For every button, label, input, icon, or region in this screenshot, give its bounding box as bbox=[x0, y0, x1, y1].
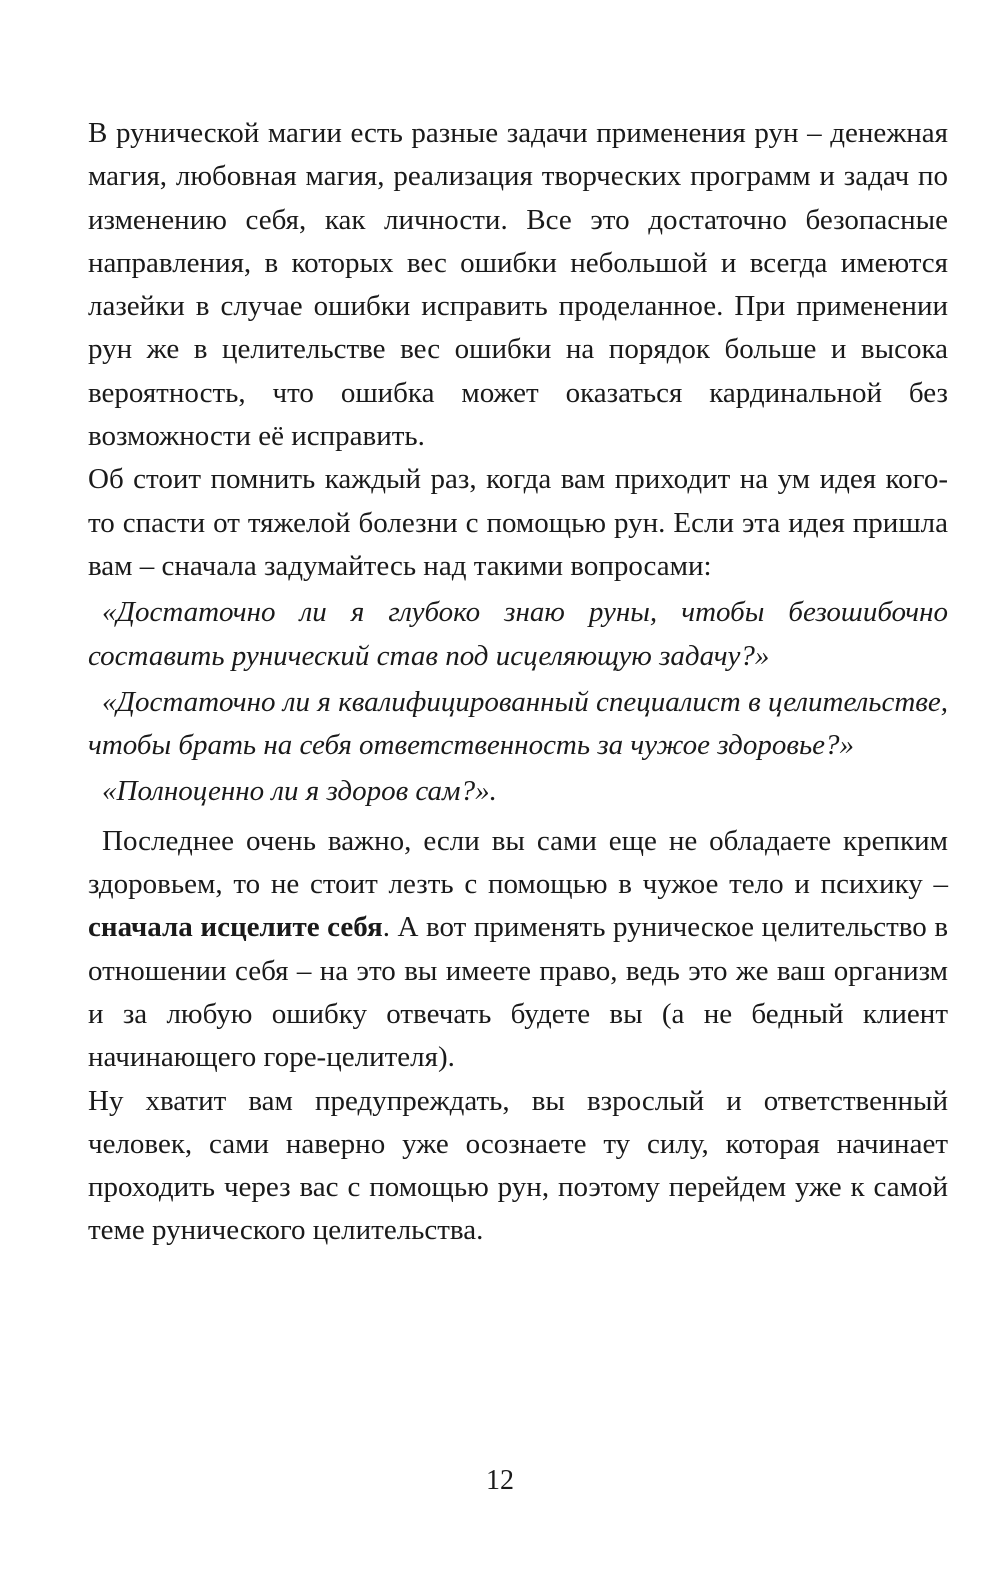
paragraph-heal-yourself bbox=[88, 820, 948, 1080]
quote-knowledge: «Достаточно ли я глубоко знаю руны, чтобы безошибочно составить рунический став под исцеляющую задачу?» bbox=[88, 596, 948, 672]
quote-own-health: «Полноценно ли я здоров сам?». bbox=[102, 775, 497, 808]
paragraph-heal-yourself-start: Последнее очень важно, если вы сами еще не обладаете крепким здоровьем, то не стоит лезть с помощью в чужое тело и психику – bbox=[88, 824, 948, 901]
paragraph-heal-yourself-end: . А вот применять руническое целительство в отношении себя – на это вы имеете право, ведь это же ваш организм и за любую ошибку отвечать будете вы (а не бедный клиент начинающего горе-целителя). bbox=[88, 911, 949, 1074]
quote-qualification: «Достаточно ли я квалифицированный специалист в целительстве, чтобы брать на себя ответственность за чужое здоровье?» bbox=[88, 685, 948, 762]
paragraph-transition: Ну хватит вам предупреждать, вы взрослый и ответственный человек, сами наверно уже осознаете ту силу, которая начинает проходить через вас с помощью рун, поэтому перейдем уже к самой теме рунического целительства. bbox=[88, 1084, 948, 1247]
page-number: 12 bbox=[486, 1465, 514, 1496]
emphasis-heal-yourself: сначала исцелите себя bbox=[88, 911, 383, 944]
paragraph-rune-magic-tasks: В рунической магии есть разные задачи применения рун – денежная магия, любовная магия, реализация творческих программ и задач по изменению себя, как личности. Все это достаточно безопасные направления, в которых вес ошибки небольшой и всегда имеются лазейки в случае ошибки исправить проделанное. При применении рун же в целительстве вес ошибки на порядок больше и высока вероятность, что ошибка может оказаться кардинальной без возможности её исправить. bbox=[88, 117, 948, 453]
paragraph-warning-questions: Об стоит помнить каждый раз, когда вам приходит на ум идея кого-то спасти от тяжелой болезни с помощью рун. Если эта идея пришла вам – сначала задумайтесь над такими вопросами: bbox=[88, 463, 948, 582]
page-body bbox=[88, 112, 948, 1253]
